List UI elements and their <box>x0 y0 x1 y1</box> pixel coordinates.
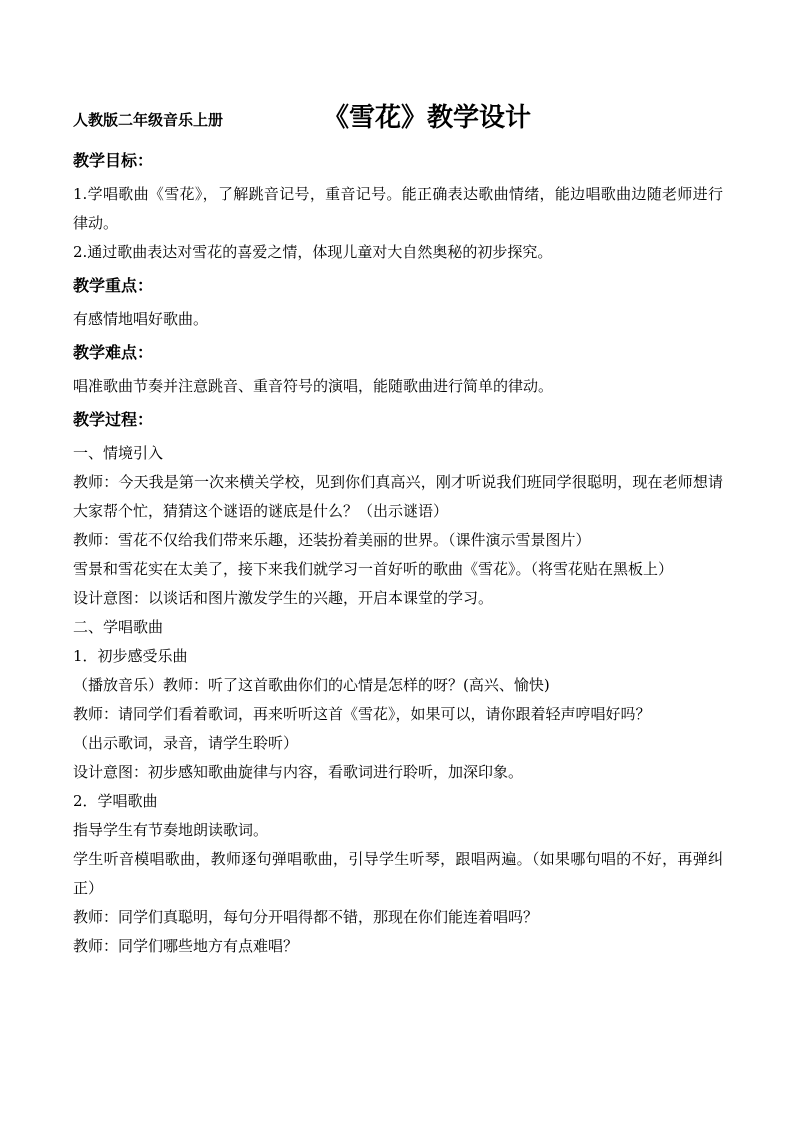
document-header <box>73 100 733 140</box>
paragraph: 教师：今天我是第一次来横关学校，见到你们真高兴，刚才听说我们班同学很聪明，现在老师想请大家帮个忙，猜猜这个谜语的谜底是什么？（出示谜语） <box>73 473 723 520</box>
goal-item-1: 1.学唱歌曲《雪花》，了解跳音记号，重音记号。能正确表达歌曲情绪，能边唱歌曲边随老师进行律动。 <box>73 185 723 232</box>
goals-heading: 教学目标： <box>73 151 154 170</box>
goal-item-2: 2.通过歌曲表达对雪花的喜爱之情，体现儿童对大自然奥秘的初步探究。 <box>73 243 553 261</box>
paragraph: （播放音乐）教师：听了这首歌曲你们的心情是怎样的呀？(高兴、愉快) <box>73 676 550 694</box>
section-1-title: 一、情境引入 <box>73 444 164 462</box>
paragraph: （出示歌词，录音，请学生聆听） <box>73 734 299 752</box>
paragraph: 教师：请同学们看着歌词，再来听听这首《雪花》，如果可以，请你跟着轻声哼唱好吗？ <box>73 705 651 723</box>
paragraph: 学生听音模唱歌曲，教师逐句弹唱歌曲，引导学生听琴，跟唱两遍。（如果哪句唱的不好，再弹纠正） <box>73 850 723 897</box>
paragraph: 指导学生有节奏地朗读歌词。 <box>73 821 269 839</box>
process-heading: 教学过程： <box>73 410 154 429</box>
key-points-text: 有感情地唱好歌曲。 <box>73 310 209 328</box>
paragraph: 教师：同学们真聪明，每句分开唱得都不错，那现在你们能连着唱吗？ <box>73 908 539 926</box>
grade-label: 人教版二年级音乐上册 <box>73 111 224 129</box>
design-intent: 设计意图：以谈话和图片激发学生的兴趣，开启本课堂的学习。 <box>73 589 494 607</box>
section-2-title: 二、学唱歌曲 <box>73 618 164 636</box>
paragraph: 教师：同学们哪些地方有点难唱？ <box>73 937 299 955</box>
paragraph: 雪景和雪花实在太美了，接下来我们就学习一首好听的歌曲《雪花》。（将雪花贴在黑板上） <box>73 560 674 578</box>
subsection-2-title: 2．学唱歌曲 <box>73 792 158 810</box>
subsection-1-title: 1．初步感受乐曲 <box>73 647 188 665</box>
document-title: 《雪花》教学设计 <box>323 103 532 133</box>
difficulties-heading: 教学难点： <box>73 343 154 362</box>
document-body <box>73 146 723 961</box>
paragraph: 教师：雪花不仅给我们带来乐趣，还装扮着美丽的世界。（课件演示雪景图片） <box>73 531 591 549</box>
design-intent: 设计意图：初步感知歌曲旋律与内容，看歌词进行聆听，加深印象。 <box>73 763 524 781</box>
key-points-heading: 教学重点： <box>73 276 154 295</box>
difficulties-text: 唱准歌曲节奏并注意跳音、重音符号的演唱，能随歌曲进行简单的律动。 <box>73 377 554 395</box>
